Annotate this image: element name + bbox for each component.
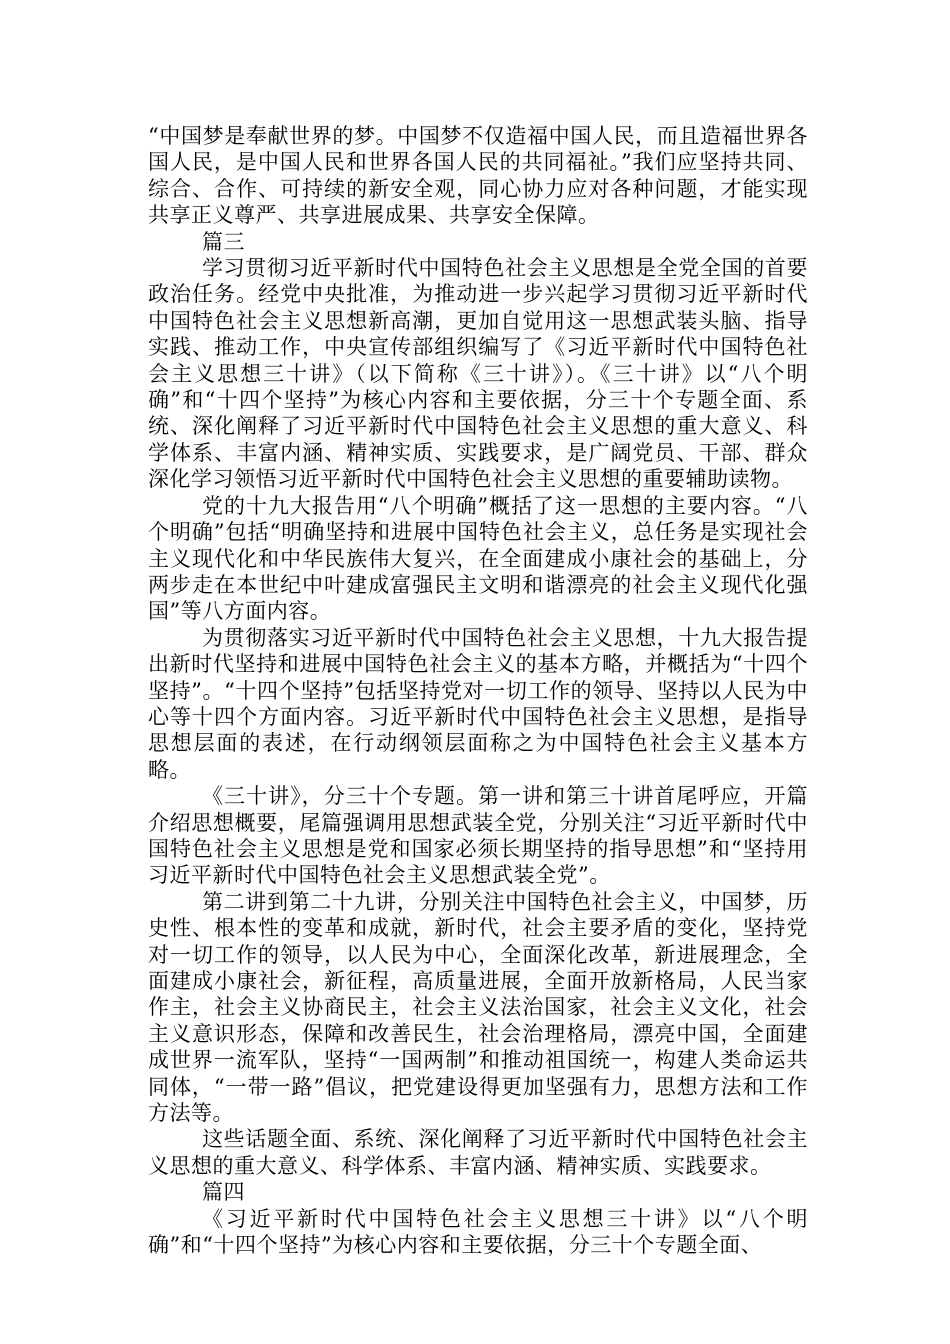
paragraph: 学习贯彻习近平新时代中国特色社会主义思想是全党全国的首要政治任务。经党中央批准，为推动进一步兴起学习贯彻习近平新时代中国特色社会主义思想新高潮，更加自觉用这一思想武装头脑、指导实践、推动工作，中央宣传部组织编写了《习近平新时代中国特色社会主义思想三十讲》（以下简称《三十讲》）。《三十讲》以“八个明确”和“十四个坚持”为核心内容和主要依据，分三十个专题全面、系统、深化阐释了习近平新时代中国特色社会主义思想的重大意义、科学体系、丰富内涵、精神实质、实践要求，是广阔党员、干部、群众深化学习领悟习近平新时代中国特色社会主义思想的重要辅助读物。 [148, 256, 808, 492]
section-heading-4: 篇四 [202, 1180, 245, 1205]
paragraph: 第二讲到第二十九讲，分别关注中国特色社会主义，中国梦，历史性、根本性的变革和成就，新时代，社会主要矛盾的变化，坚持党对一切工作的领导，以人民为中心，全面深化改革，新进展理念，全面建成小康社会，新征程，高质量进展，全面开放新格局，人民当家作主，社会主义协商民主，社会主义法治国家，社会主义文化，社会主义意识形态，保障和改善民生，社会治理格局，漂亮中国，全面建成世界一流军队，坚持“一国两制”和推动祖国统一，构建人类命运共同体，“一带一路”倡议，把党建设得更加坚强有力，思想方法和工作方法等。 [148, 889, 808, 1126]
section-heading-3: 篇三 [202, 229, 245, 254]
paragraph: 为贯彻落实习近平新时代中国特色社会主义思想，十九大报告提出新时代坚持和进展中国特色社会主义的基本方略，并概括为“十四个坚持”。“十四个坚持”包括坚持党对一切工作的领导、坚持以人民为中心等十四个方面内容。习近平新时代中国特色社会主义思想，是指导思想层面的表述，在行动纲领层面称之为中国特色社会主义基本方略。 [148, 625, 808, 782]
paragraph: 党的十九大报告用“八个明确”概括了这一思想的主要内容。“八个明确”包括“明确坚持和进展中国特色社会主义，总任务是实现社会主义现代化和中华民族伟大复兴，在全面建成小康社会的基础上，分两步走在本世纪中叶建成富强民主文明和谐漂亮的社会主义现代化强国”等八方面内容。 [148, 493, 808, 624]
paragraph: 《三十讲》，分三十个专题。第一讲和第三十讲首尾呼应，开篇介绍思想概要，尾篇强调用思想武装全党，分别关注“习近平新时代中国特色社会主义思想是党和国家必须长期坚持的指导思想”和“坚持用习近平新时代中国特色社会主义思想武装全党”。 [148, 784, 808, 888]
paragraph: 《习近平新时代中国特色社会主义思想三十讲》以“八个明确”和“十四个坚持”为核心内容和主要依据，分三十个专题全面、 [148, 1206, 808, 1258]
document-body [148, 123, 808, 1258]
paragraph-intro: “中国梦是奉献世界的梦。中国梦不仅造福中国人民，而且造福世界各国人民，是中国人民和世界各国人民的共同福祉。”我们应坚持共同、综合、合作、可持续的新安全观，同心协力应对各种问题，才能实现共享正义尊严、共享进展成果、共享安全保障。 [148, 124, 808, 228]
paragraph: 这些话题全面、系统、深化阐释了习近平新时代中国特色社会主义思想的重大意义、科学体系、丰富内涵、精神实质、实践要求。 [148, 1127, 808, 1178]
